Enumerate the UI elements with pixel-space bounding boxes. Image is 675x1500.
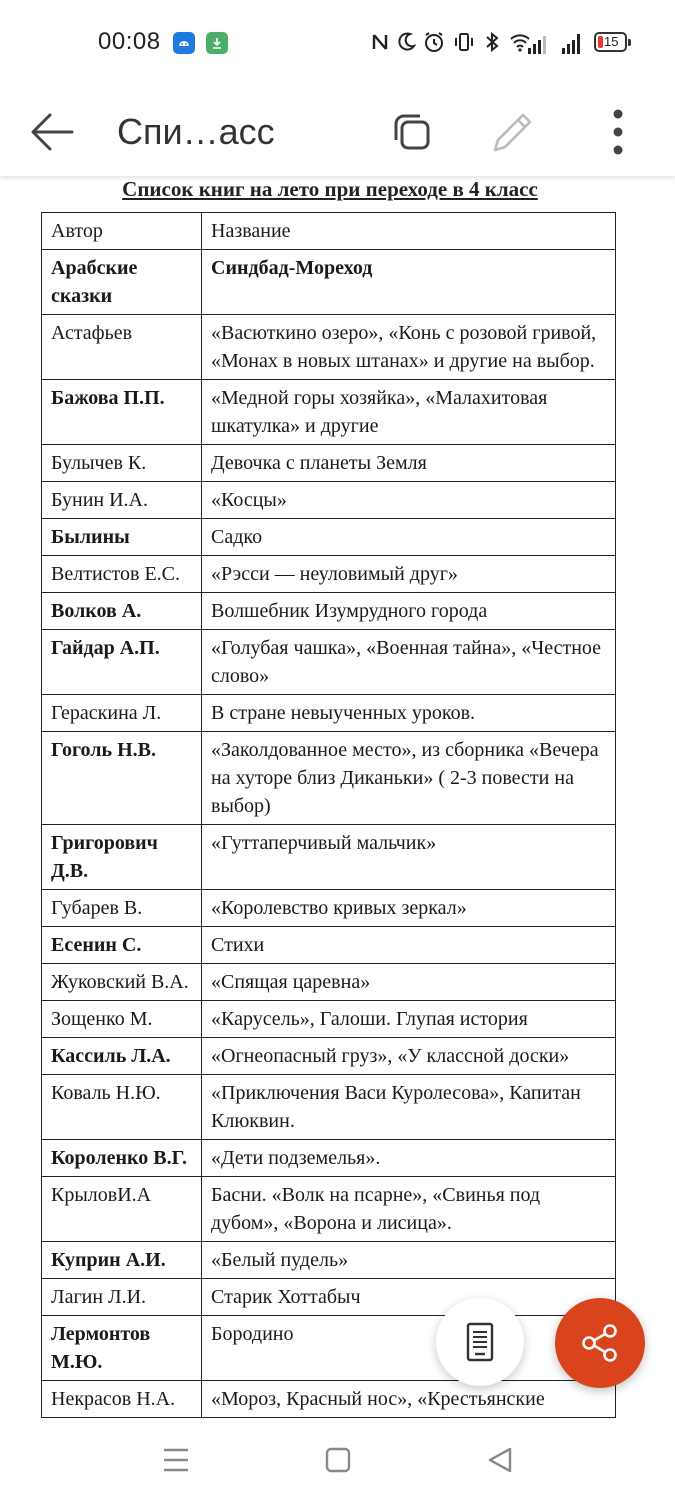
title-cell: «Приключения Васи Куролесова», Капитан Клюквин. [202, 1075, 616, 1140]
author-cell: Гераскина Л. [42, 695, 202, 732]
author-cell: Бунин И.А. [42, 482, 202, 519]
author-cell: Губарев В. [42, 890, 202, 927]
back-triangle-icon [482, 1442, 518, 1478]
table-row [42, 890, 616, 927]
table-row [42, 825, 616, 890]
author-cell: Лагин Л.И. [42, 1279, 202, 1316]
android-notification-icon [173, 32, 195, 54]
column-header-title: Название [202, 213, 616, 250]
title-cell: Бородино [202, 1316, 616, 1381]
table-row [42, 1242, 616, 1279]
table-row [42, 1177, 616, 1242]
title-cell: Синдбад-Мореход [202, 250, 616, 315]
document-title: Спи…асс [117, 111, 275, 152]
app-bar [0, 88, 675, 176]
title-cell: «Голубая чашка», «Военная тайна», «Честное слово» [202, 630, 616, 695]
menu-icon [158, 1442, 194, 1478]
table-row [42, 315, 616, 380]
status-time: 00:08 [98, 28, 161, 55]
title-cell: «Карусель», Галоши. Глупая история [202, 1001, 616, 1038]
more-vertical-icon [590, 104, 646, 160]
title-cell: В стране невыученных уроков. [202, 695, 616, 732]
pencil-icon [485, 104, 541, 160]
author-cell: Есенин С. [42, 927, 202, 964]
bluetooth-icon [482, 30, 502, 54]
share-icon [579, 1322, 621, 1364]
table-row [42, 445, 616, 482]
author-cell: Бажова П.П. [42, 380, 202, 445]
author-cell: Кассиль Л.А. [42, 1038, 202, 1075]
signal-icon [560, 30, 586, 56]
table-row [42, 1140, 616, 1177]
reader-mode-icon [466, 1322, 494, 1362]
table-row [42, 1279, 616, 1316]
title-cell: «Мороз, Красный нос», «Крестьянские [202, 1381, 616, 1418]
title-cell: Волшебник Изумрудного города [202, 593, 616, 630]
moon-icon [396, 30, 418, 54]
table-row [42, 482, 616, 519]
edit-button[interactable] [485, 104, 541, 160]
title-cell: «Огнеопасный груз», «У классной доски» [202, 1038, 616, 1075]
status-icons [370, 30, 590, 58]
author-cell: КрыловИ.А [42, 1177, 202, 1242]
author-cell: Коваль Н.Ю. [42, 1075, 202, 1140]
signal-4g-icon [526, 30, 552, 56]
title-cell: Стихи [202, 927, 616, 964]
title-cell: «Королевство кривых зеркал» [202, 890, 616, 927]
author-cell: Булычев К. [42, 445, 202, 482]
author-cell: Некрасов Н.А. [42, 1381, 202, 1418]
system-back-button[interactable] [482, 1442, 518, 1478]
author-cell: Гайдар А.П. [42, 630, 202, 695]
title-cell: «Спящая царевна» [202, 964, 616, 1001]
table-row [42, 593, 616, 630]
title-cell: «Косцы» [202, 482, 616, 519]
table-row [42, 1001, 616, 1038]
author-cell: Зощенко М. [42, 1001, 202, 1038]
table-row [42, 695, 616, 732]
author-cell: Гоголь Н.В. [42, 732, 202, 825]
title-cell: Старик Хоттабыч [202, 1279, 616, 1316]
battery-indicator [594, 32, 627, 52]
document-heading: Список книг на лето при переходе в 4 класс [122, 177, 538, 201]
title-cell: «Белый пудель» [202, 1242, 616, 1279]
reader-mode-button[interactable] [436, 1298, 524, 1386]
author-cell: Велтистов Е.С. [42, 556, 202, 593]
table-row [42, 1316, 616, 1381]
table-row [42, 1075, 616, 1140]
title-cell: «Рэсси — неуловимый друг» [202, 556, 616, 593]
share-button[interactable] [555, 1298, 645, 1388]
author-cell: Короленко В.Г. [42, 1140, 202, 1177]
copy-button[interactable] [384, 104, 440, 160]
copy-icon [384, 104, 440, 160]
author-cell: Лермонтов М.Ю. [42, 1316, 202, 1381]
column-header-author: Автор [42, 213, 202, 250]
title-cell: «Медной горы хозяйка», «Малахитовая шкатулка» и другие [202, 380, 616, 445]
table-row [42, 630, 616, 695]
more-options-button[interactable] [590, 104, 646, 160]
author-cell: Астафьев [42, 315, 202, 380]
home-square-icon [320, 1442, 356, 1478]
home-button[interactable] [320, 1442, 356, 1478]
author-cell: Григорович Д.В. [42, 825, 202, 890]
title-cell: «Васюткино озеро», «Конь с розовой гривой, «Монах в новых штанах» и другие на выбор. [202, 315, 616, 380]
nfc-icon [370, 30, 390, 54]
title-cell: Басни. «Волк на псарне», «Свинья под дубом», «Ворона и лисица». [202, 1177, 616, 1242]
recent-apps-button[interactable] [158, 1442, 194, 1478]
title-cell: «Заколдованное место», из сборника «Вечера на хуторе близ Диканьки» ( 2-3 повести на выбор) [202, 732, 616, 825]
table-row [42, 1381, 616, 1418]
author-cell: Куприн А.И. [42, 1242, 202, 1279]
table-row [42, 1038, 616, 1075]
table-row [42, 250, 616, 315]
title-cell: Садко [202, 519, 616, 556]
download-notification-icon [206, 32, 228, 54]
arrow-left-icon [24, 104, 80, 160]
title-cell: «Гуттаперчивый мальчик» [202, 825, 616, 890]
title-cell: Девочка с планеты Земля [202, 445, 616, 482]
table-row [42, 556, 616, 593]
back-button[interactable] [24, 104, 80, 160]
table-row [42, 964, 616, 1001]
status-bar [0, 0, 675, 88]
book-list-table [41, 212, 616, 1418]
table-row [42, 380, 616, 445]
table-header-row [42, 213, 616, 250]
system-navigation-bar [0, 1418, 675, 1500]
vibrate-icon [452, 30, 476, 54]
title-cell: «Дети подземелья». [202, 1140, 616, 1177]
author-cell: Арабские сказки [42, 250, 202, 315]
author-cell: Жуковский В.А. [42, 964, 202, 1001]
author-cell: Волков А. [42, 593, 202, 630]
table-row [42, 927, 616, 964]
battery-level: 15 [604, 34, 619, 49]
alarm-icon [422, 30, 446, 54]
table-row [42, 732, 616, 825]
table-row [42, 519, 616, 556]
author-cell: Былины [42, 519, 202, 556]
